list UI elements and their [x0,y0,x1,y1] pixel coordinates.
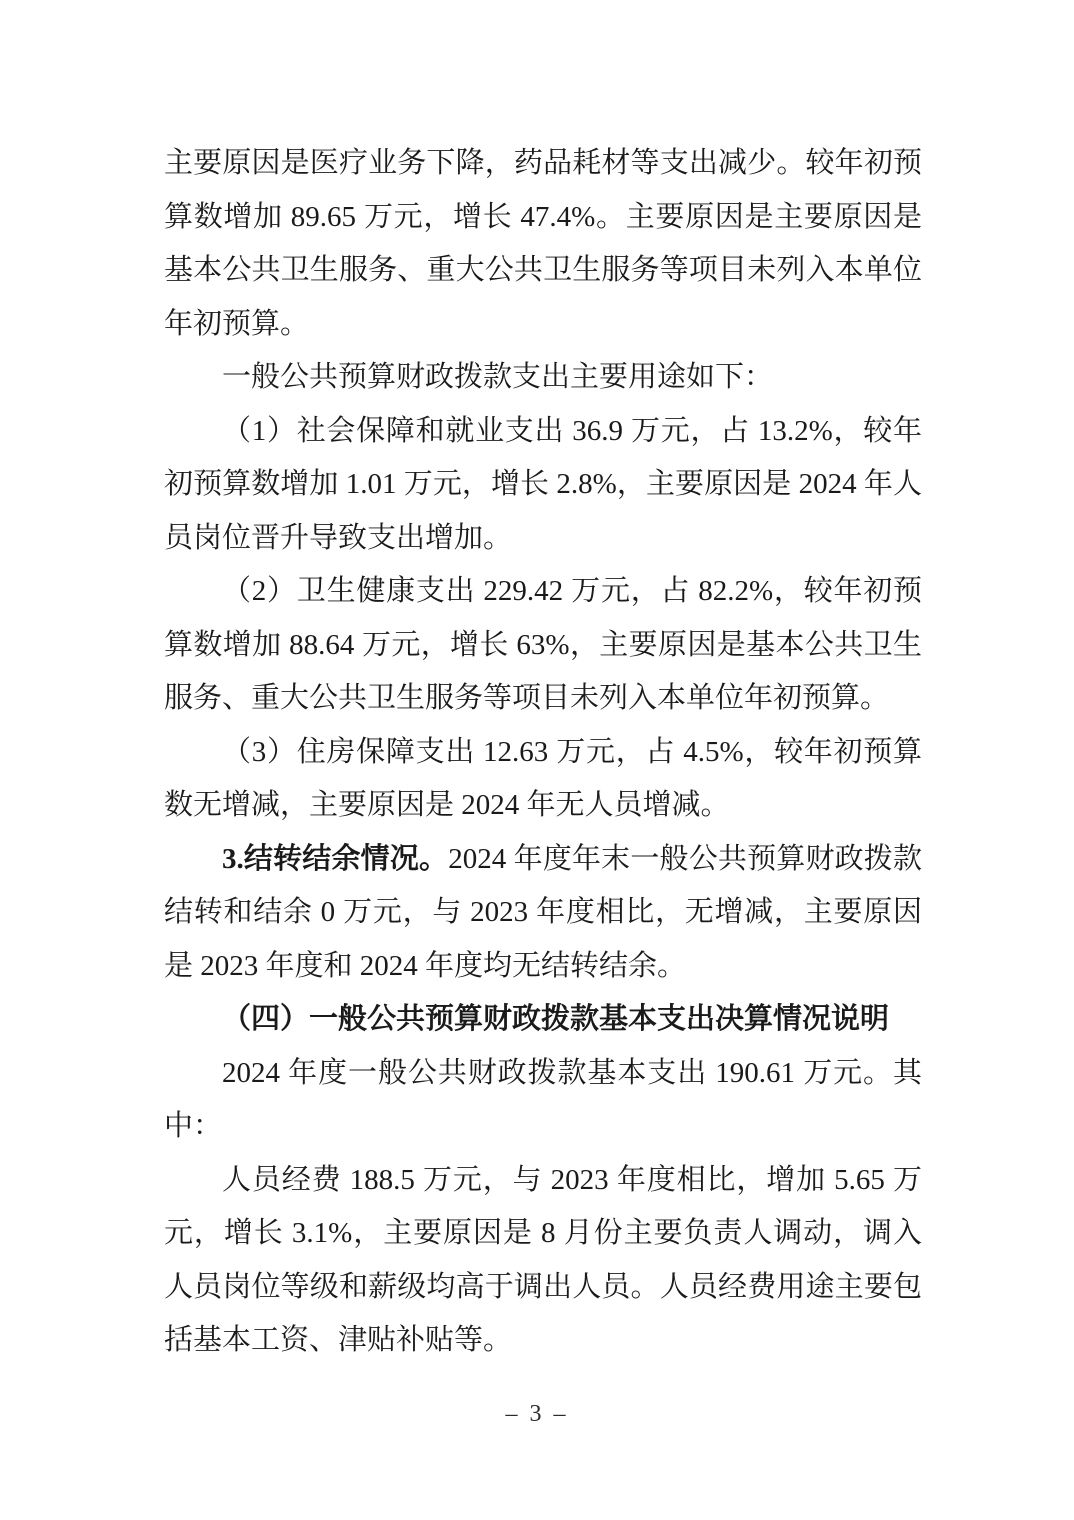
section-heading-basic-expenditure: （四）一般公共预算财政拨款基本支出决算情况说明 [222,1003,890,1035]
paragraph-carryover-text: 2024 年度年末一般公共预算财政拨款结转和结余 0 万元，与 2023 年度相比，无增减，主要原因是 2023 年度和 2024 年度均无结转结余。 [164,842,922,982]
document-body [164,137,922,1368]
paragraph-usage-intro: 一般公共预算财政拨款支出主要用途如下： [222,361,774,393]
page-number: – 3 – [505,1401,569,1427]
paragraph-carryover [164,833,922,994]
paragraph-personnel-expense: 人员经费 188.5 万元，与 2023 年度相比，增加 5.65 万元，增长 3.1%，主要原因是 8 月份主要负责人调动，调入人员岗位等级和薪级均高于调出人员。人员经费用途主要包括基本工资、津贴补贴等。 [164,1163,922,1356]
paragraph-continuation: 主要原因是医疗业务下降，药品耗材等支出减少。较年初预算数增加 89.65 万元，增长 47.4%。主要原因是主要原因是基本公共卫生服务、重大公共卫生服务等项目未列入本单位年初预算。 [164,147,922,340]
paragraph-basic-expenditure-total: 2024 年度一般公共财政拨款基本支出 190.61 万元。其中： [164,1056,922,1142]
paragraph-item-3-housing: （3）住房保障支出 12.63 万元，占 4.5%，较年初预算数无增减，主要原因是 2024 年无人员增减。 [164,735,922,821]
paragraph-carryover-lead: 3.结转结余情况。 [222,842,449,875]
paragraph-item-1-social-security: （1）社会保障和就业支出 36.9 万元，占 13.2%，较年初预算数增加 1.01 万元，增长 2.8%，主要原因是 2024 年人员岗位晋升导致支出增加。 [164,414,922,554]
paragraph-item-2-health: （2）卫生健康支出 229.42 万元，占 82.2%，较年初预算数增加 88.64 万元，增长 63%，主要原因是基本公共卫生服务、重大公共卫生服务等项目未列入本单位年初预算。 [164,575,922,714]
